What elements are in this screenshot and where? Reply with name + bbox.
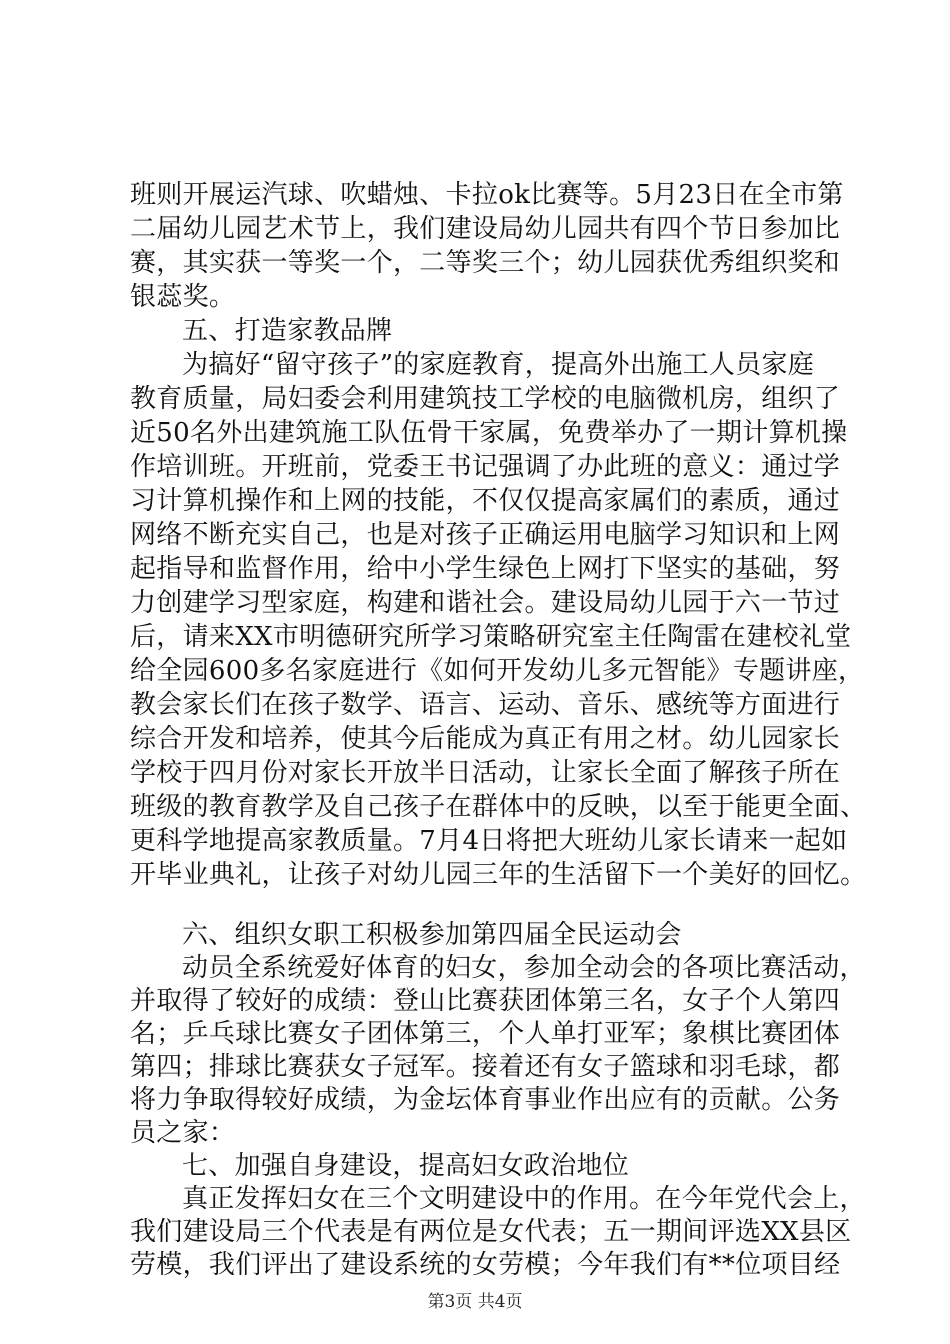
text-line: 银蕊奖。: [130, 282, 236, 312]
text-line: 近50名外出建筑施工队伍骨干家属，免费举办了一期计算机操: [130, 418, 848, 448]
text-line: 员之家：: [130, 1118, 236, 1148]
text-line: 作培训班。开班前，党委王书记强调了办此班的意义：通过学: [130, 452, 841, 482]
text-line: 第四；排球比赛获女子冠军。接着还有女子篮球和羽毛球，都: [130, 1052, 841, 1082]
text-line: 二届幼儿园艺术节上，我们建设局幼儿园共有四个节日参加比: [130, 214, 841, 244]
text-line: 后，请来XX市明德研究所学习策略研究室主任陶雷在建校礼堂: [130, 622, 852, 652]
section-heading: 六、组织女职工积极参加第四届全民运动会: [182, 920, 682, 950]
page-footer: 第3页 共4页: [427, 1292, 523, 1312]
text-line: 开毕业典礼，让孩子对幼儿园三年的生活留下一个美好的回忆。: [130, 860, 867, 890]
text-line: 我们建设局三个代表是有两位是女代表；五一期间评选XX县区: [130, 1217, 852, 1247]
text-line: 起指导和监督作用，给中小学生绿色上网打下坚实的基础，努: [130, 554, 841, 584]
section-heading: 七、加强自身建设，提高妇女政治地位: [182, 1151, 630, 1181]
text-line: 劳模，我们评出了建设系统的女劳模；今年我们有**位项目经: [130, 1250, 841, 1280]
text-line: 教会家长们在孩子数学、语言、运动、音乐、感统等方面进行: [130, 690, 841, 720]
text-line: 给全园600多名家庭进行《如何开发幼儿多元智能》专题讲座，: [130, 656, 865, 686]
text-line: 更科学地提高家教质量。7月4日将把大班幼儿家长请来一起如: [130, 826, 848, 856]
text-line: 将力争取得较好成绩，为金坛体育事业作出应有的贡献。公务: [130, 1085, 841, 1115]
section-heading: 五、打造家教品牌: [182, 316, 393, 346]
text-line: 网络不断充实自己，也是对孩子正确运用电脑学习知识和上网: [130, 520, 841, 550]
text-line: 赛，其实获一等奖一个，二等奖三个；幼儿园获优秀组织奖和: [130, 248, 841, 278]
text-line: 班级的教育教学及自己孩子在群体中的反映，以至于能更全面、: [130, 792, 867, 822]
text-line: 学校于四月份对家长开放半日活动，让家长全面了解孩子所在: [130, 758, 841, 788]
text-line: 为搞好“留守孩子”的家庭教育，提高外出施工人员家庭: [182, 350, 815, 380]
text-line: 名；乒乓球比赛女子团体第三，个人单打亚军；象棋比赛团体: [130, 1019, 841, 1049]
text-line: 并取得了较好的成绩：登山比赛获团体第三名，女子个人第四: [130, 986, 841, 1016]
text-line: 动员全系统爱好体育的妇女，参加全动会的各项比赛活动，: [182, 953, 866, 983]
text-line: 综合开发和培养，使其今后能成为真正有用之材。幼儿园家长: [130, 724, 841, 754]
text-line: 班则开展运汽球、吹蜡烛、卡拉ok比赛等。5月23日在全市第: [130, 180, 844, 210]
text-line: 真正发挥妇女在三个文明建设中的作用。在今年党代会上，: [182, 1184, 866, 1214]
text-line: 力创建学习型家庭，构建和谐社会。建设局幼儿园于六一节过: [130, 588, 841, 618]
text-line: 习计算机操作和上网的技能，不仅仅提高家属们的素质，通过: [130, 486, 841, 516]
text-line: 教育质量，局妇委会利用建筑技工学校的电脑微机房，组织了: [130, 384, 841, 414]
